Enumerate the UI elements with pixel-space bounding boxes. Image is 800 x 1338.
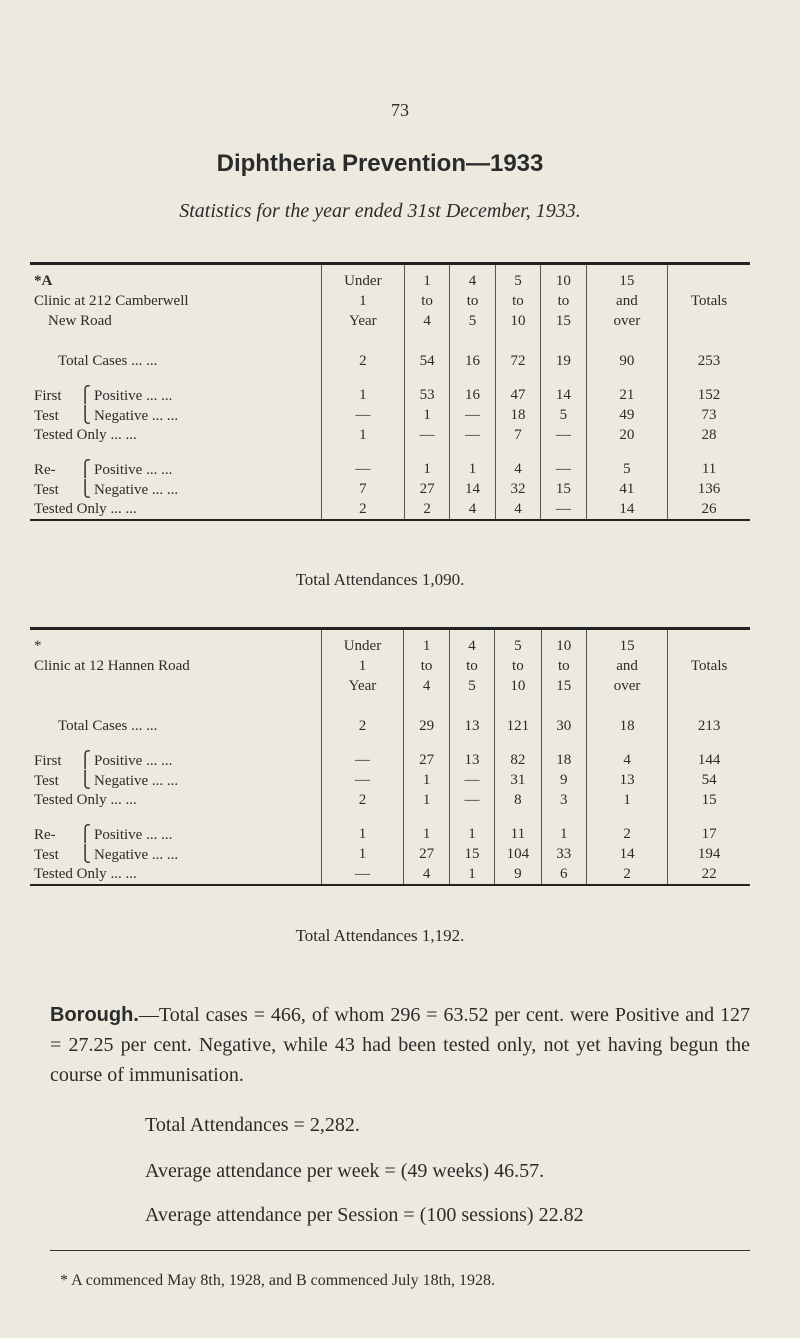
table-clinic-a <box>30 262 750 521</box>
col-header-5-to-10: 5 to 10 <box>495 629 541 703</box>
clinic-name: Clinic at 212 Camberwell <box>34 293 189 309</box>
table-header-row <box>30 264 750 338</box>
col-header-4-to-5: 4 to 5 <box>449 629 494 703</box>
table-row-re-tested-only: Tested Only ... ... — 4 1 9 6 2 22 <box>30 864 750 885</box>
col-header-under-1: Under 1 Year <box>321 264 404 338</box>
col-header-1-to-4: 1 to 4 <box>404 629 449 703</box>
page-number: 73 <box>391 100 409 120</box>
col-header-under-1: Under 1 Year <box>321 629 404 703</box>
table-row-re-positive: Re- ⎧ Positive ... ... — 1 1 4 — 5 11 <box>30 459 750 479</box>
table-row-first-tested-only: Tested Only ... ... 2 1 — 8 3 1 15 <box>30 790 750 810</box>
col-header-10-to-15: 10 to 15 <box>541 264 586 338</box>
clinic-marker: *A <box>34 273 53 289</box>
table-row-first-positive: First ⎧ Positive ... ... — 27 13 82 18 4 144 <box>30 750 750 770</box>
col-header-15-and-over: 15 and over <box>586 629 667 703</box>
attendances-a: Total Attendances 1,090. <box>295 570 465 589</box>
summary-total-attendances: Total Attendances = 2,282. <box>145 1114 360 1136</box>
table-row-first-tested-only: Tested Only ... ... 1 — — 7 — 20 28 <box>30 425 750 445</box>
table-row-total-cases: Total Cases ... ... 2 29 13 121 30 18 213 <box>30 716 750 736</box>
summary-per-week: Average attendance per week = (49 weeks) 46.57. <box>145 1160 545 1182</box>
borough-heading: Borough. <box>50 1004 139 1026</box>
col-header-totals: Totals <box>668 264 750 338</box>
clinic-name-cont: New Road <box>48 313 112 329</box>
col-header-10-to-15: 10 to 15 <box>541 629 586 703</box>
col-header-15-and-over: 15 and over <box>586 264 667 338</box>
clinic-label <box>30 264 321 338</box>
footnote-divider <box>50 1250 750 1251</box>
table-row-first-positive: First ⎧ Positive ... ... 1 53 16 47 14 21 152 <box>30 385 750 405</box>
table-row-re-tested-only: Tested Only ... ... 2 2 4 4 — 14 26 <box>30 499 750 520</box>
table-row-re-negative: Test ⎩ Negative ... ... 7 27 14 32 15 41 136 <box>30 479 750 499</box>
col-header-4-to-5: 4 to 5 <box>450 264 495 338</box>
col-header-1-to-4: 1 to 4 <box>404 264 449 338</box>
row-label: Total Cases <box>58 717 128 734</box>
row-label: Total Cases <box>58 352 128 369</box>
attendances-b: Total Attendances 1,192. <box>295 926 465 945</box>
footnote: * A commenced May 8th, 1928, and B commenced July 18th, 1928. <box>60 1272 496 1289</box>
table-row-re-negative: Test ⎩ Negative ... ... 1 27 15 104 33 14 194 <box>30 844 750 864</box>
clinic-marker: * <box>34 638 42 654</box>
col-header-5-to-10: 5 to 10 <box>495 264 540 338</box>
borough-paragraph <box>50 1000 750 1090</box>
table-row-re-positive: Re- ⎧ Positive ... ... 1 1 1 11 1 2 17 <box>30 824 750 844</box>
clinic-label <box>30 629 321 703</box>
table-row-total-cases: Total Cases ... ... 2 54 16 72 19 90 253 <box>30 351 750 371</box>
table-header-row <box>30 629 750 703</box>
clinic-name: Clinic at 12 Hannen Road <box>34 658 190 674</box>
table-row-first-negative: Test ⎩ Negative ... ... — 1 — 31 9 13 54 <box>30 770 750 790</box>
col-header-totals: Totals <box>668 629 750 703</box>
page-title: Diphtheria Prevention—1933 <box>216 150 544 177</box>
borough-text: —Total cases = 466, of whom 296 = 63.52 per cent. were Positive and 127 = 27.25 per cent. Negative, while 43 had been tested only, not yet having begun the course of immunisation. <box>50 1004 750 1086</box>
summary-per-session: Average attendance per Session = (100 sessions) 22.82 <box>145 1204 584 1226</box>
table-row-first-negative: Test ⎩ Negative ... ... — 1 — 18 5 49 73 <box>30 405 750 425</box>
page-subtitle: Statistics for the year ended 31st December, 1933. <box>179 200 581 222</box>
table-clinic-b <box>30 627 750 886</box>
